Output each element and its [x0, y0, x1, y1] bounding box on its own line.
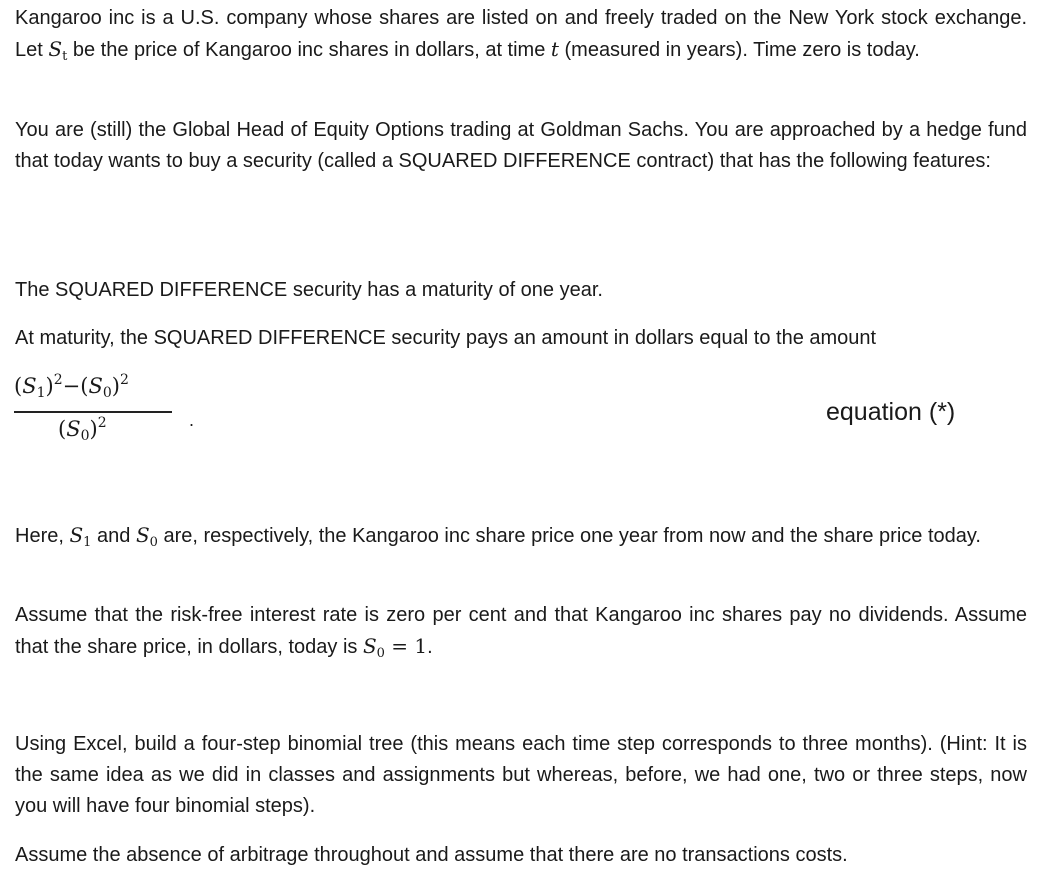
formula-denominator: $(S_0)^2$: [58, 415, 107, 444]
fraction-bar: [14, 411, 172, 413]
s0-value: $S_0 = 1$: [362, 634, 428, 661]
intro-paragraph: [15, 3, 1027, 66]
payoff-paragraph: At maturity, the SQUARED DIFFERENCE security pays an amount in dollars equal to the amount: [15, 327, 877, 349]
role-paragraph: You are (still) the Global Head of Equity Options trading at Goldman Sachs. You are approached by a hedge fund that today wants to buy a security (called a SQUARED DIFFERENCE contract) that has the following features:: [15, 119, 1027, 172]
time-symbol: t: [550, 37, 559, 61]
formula-period: .: [189, 410, 195, 430]
equation-label: equation (*): [826, 398, 956, 426]
s0-symbol: $S_0$: [135, 523, 158, 550]
price-symbol: $S_t$: [48, 37, 68, 64]
excel-task-paragraph: Using Excel, build a four-step binomial tree (this means each time step corresponds to three months). (Hint: It is the same idea as we did in classes and assignments but whereas, before, we had one, two or three steps, now you will have four binomial steps).: [15, 733, 1027, 817]
payoff-formula: [14, 372, 195, 454]
assumptions-paragraph: Assume that the risk-free interest rate is zero per cent and that Kangaroo inc shares pay no dividends. Assume that the share price, in dollars, today is $S_0 = 1$.: [15, 604, 1027, 661]
formula-numerator: $(S_1)^2-(S_0)^2$: [14, 372, 129, 401]
arbitrage-paragraph: Assume the absence of arbitrage throughout and assume that there are no transactions costs.: [15, 844, 848, 866]
intro-text-b: be the price of Kangaroo inc shares in dollars, at time: [67, 39, 551, 61]
intro-text-a: Kangaroo inc is a U.S. company whose shares are listed on and freely traded on the New York stock exchange. Let: [15, 7, 1027, 61]
intro-text-c: (measured in years). Time zero is today.: [558, 39, 920, 61]
maturity-paragraph: The SQUARED DIFFERENCE security has a maturity of one year.: [15, 279, 603, 301]
s1-symbol: $S_1$: [69, 523, 92, 550]
definitions-paragraph: Here, $S_1$ and $S_0$ are, respectively, the Kangaroo inc share price one year from now and the share price today.: [15, 523, 981, 550]
